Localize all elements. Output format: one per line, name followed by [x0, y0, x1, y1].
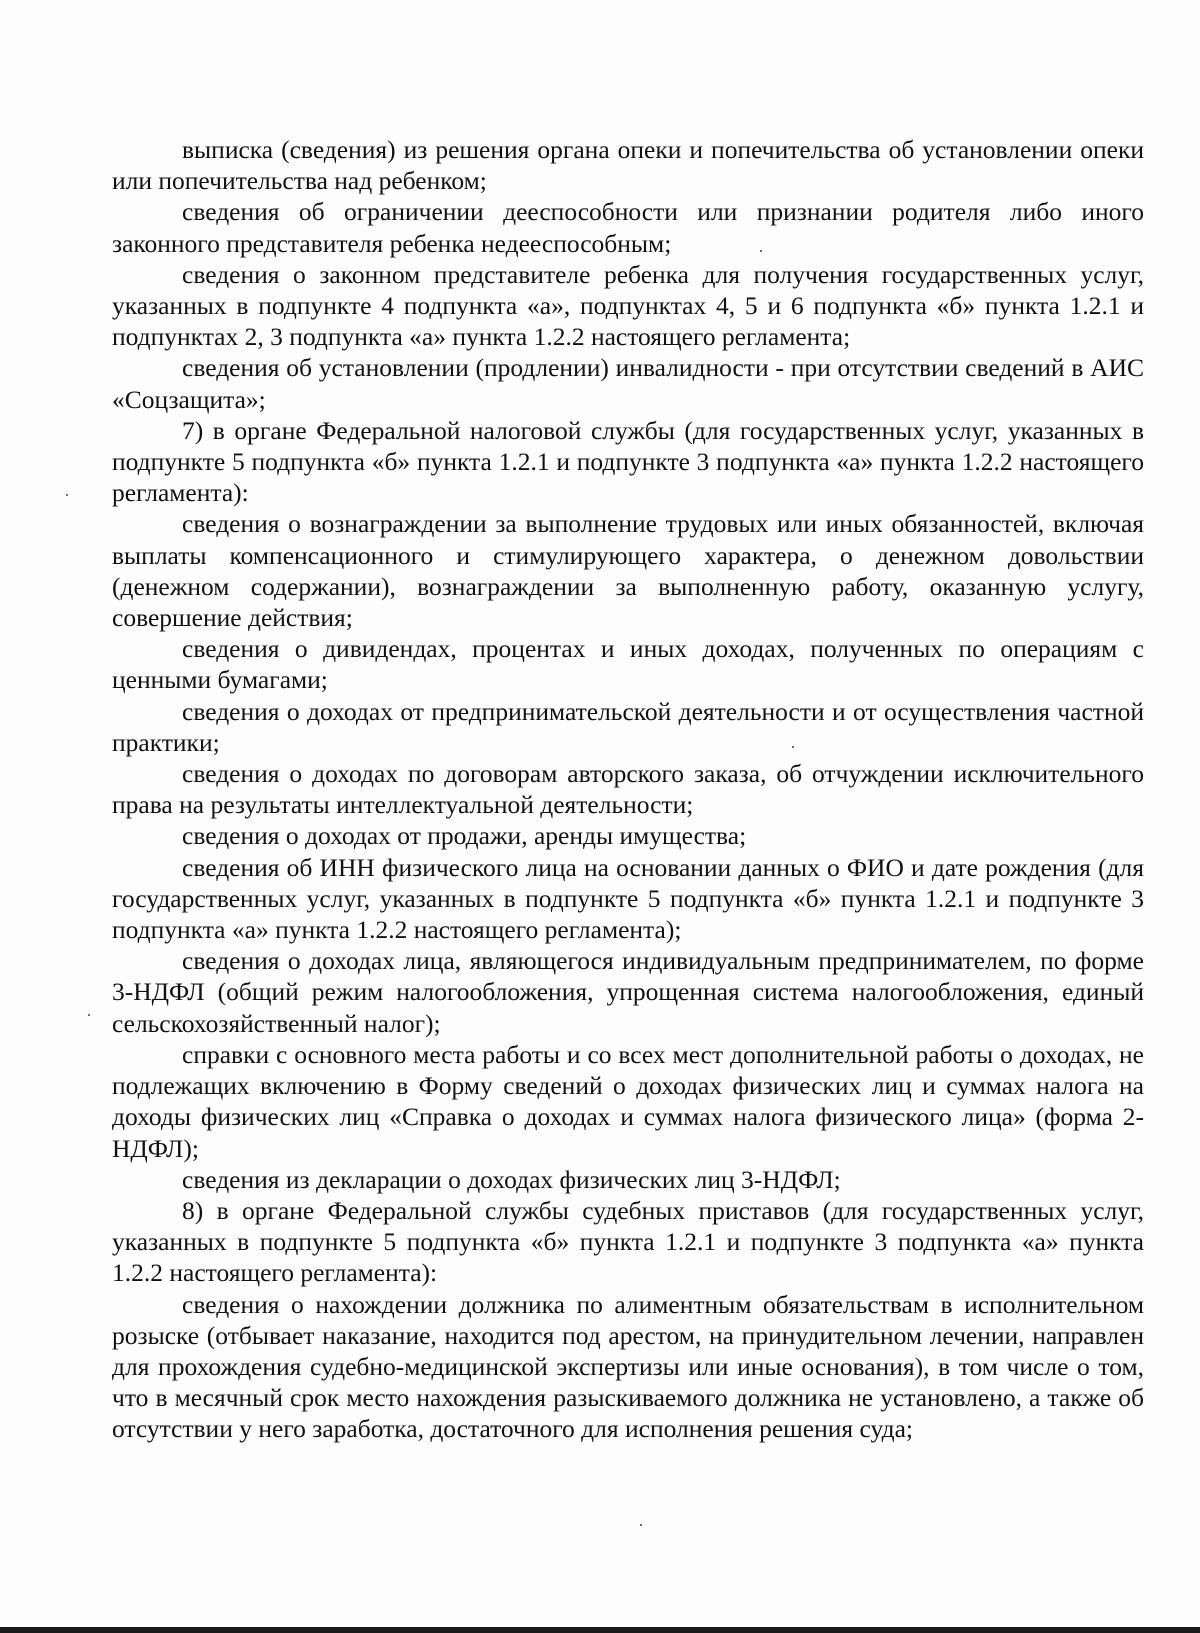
paragraph-legal-capacity: сведения об ограничении дееспособности или признании родителя либо иного законного представителя ребенка недееспособным;	[112, 197, 1144, 258]
paragraph-inn: сведения об ИНН физического лица на основании данных о ФИО и дате рождения (для государственных услуг, указанных в подпункте 5 подпункта «б» пункта 1.2.1 и подпункте 3 подпункта «а» пункта 1.2.2 настоящего регламента);	[112, 852, 1144, 945]
scan-speck	[792, 746, 794, 748]
paragraph-guardianship-extract: выписка (сведения) из решения органа опеки и попечительства об установлении опеки или попечительства над ребенком;	[112, 135, 1144, 196]
scan-speck	[640, 1524, 642, 1526]
paragraph-property-income: сведения о доходах от продажи, аренды имущества;	[182, 821, 747, 851]
scan-speck	[760, 250, 762, 252]
paragraph-dividends: сведения о дивидендах, процентах и иных доходах, полученных по операциям с ценными бумагами;	[112, 634, 1144, 695]
paragraph-declaration: сведения из декларации о доходах физических лиц 3-НДФЛ;	[182, 1164, 841, 1194]
paragraph-3ndfl-entrepreneur: сведения о доходах лица, являющегося индивидуальным предпринимателем, по форме 3-НДФЛ (общий режим налогообложения, упрощенная система налогообложения, единый сельскохозяйственный налог);	[112, 946, 1144, 1038]
paragraph-copyright-income: сведения о доходах по договорам авторского заказа, об отчуждении исключительного права на результаты интеллектуальной деятельности;	[112, 759, 1144, 820]
scan-bottom-edge	[0, 1627, 1200, 1633]
document-body	[112, 134, 1144, 1445]
paragraph-remuneration: сведения о вознаграждении за выполнение трудовых или иных обязанностей, включая выплаты компенсационного и стимулирующего характера, о денежном довольствии (денежном содержании), вознаграждении за выполненную работу, оказанную услугу, совершение действия;	[112, 509, 1144, 633]
paragraph-bailiff-service: 8) в органе Федеральной службы судебных приставов (для государственных услуг, указанных в подпункте 5 подпункта «б» пункта 1.2.1 и подпункте 3 подпункта «а» пункта 1.2.2 настоящего регламента):	[112, 1195, 1144, 1288]
paragraph-disability: сведения об установлении (продлении) инвалидности - при отсутствии сведений в АИС «Соцзащита»;	[112, 353, 1144, 414]
paragraph-employment-certificates: справки с основного места работы и со всех мест дополнительной работы о доходах, не подлежащих включению в Форму сведений о доходах физических лиц и суммах налога на доходы физических лиц «Справка о доходах и суммах налога физического лица» (форма 2-НДФЛ);	[112, 1039, 1144, 1163]
paragraph-legal-representative: сведения о законном представителе ребенка для получения государственных услуг, указанных в подпункте 4 подпункта «а», подпунктах 4, 5 и 6 подпункта «б» пункта 1.2.1 и подпунктах 2, 3 подпункта «а» пункта 1.2.2 настоящего регламента;	[112, 259, 1144, 352]
scan-speck	[66, 494, 68, 496]
paragraph-debtor-search: сведения о нахождении должника по алиментным обязательствам в исполнительном розыске (отбывает наказание, находится под арестом, на принудительном лечении, направлен для прохождения судебно-медицинской экспертизы или иные основания), в том числе о том, что в месячный срок место нахождения разыскиваемого должника не установлено, а также об отсутствии у него заработка, достаточного для исполнения решения суда;	[112, 1289, 1144, 1444]
scan-speck	[88, 1014, 90, 1016]
paragraph-business-income: сведения о доходах от предпринимательской деятельности и от осуществления частной практики;	[112, 696, 1144, 757]
paragraph-tax-service: 7) в органе Федеральной налоговой службы (для государственных услуг, указанных в подпункте 5 подпункта «б» пункта 1.2.1 и подпункте 3 подпункта «а» пункта 1.2.2 настоящего регламента):	[112, 415, 1144, 508]
